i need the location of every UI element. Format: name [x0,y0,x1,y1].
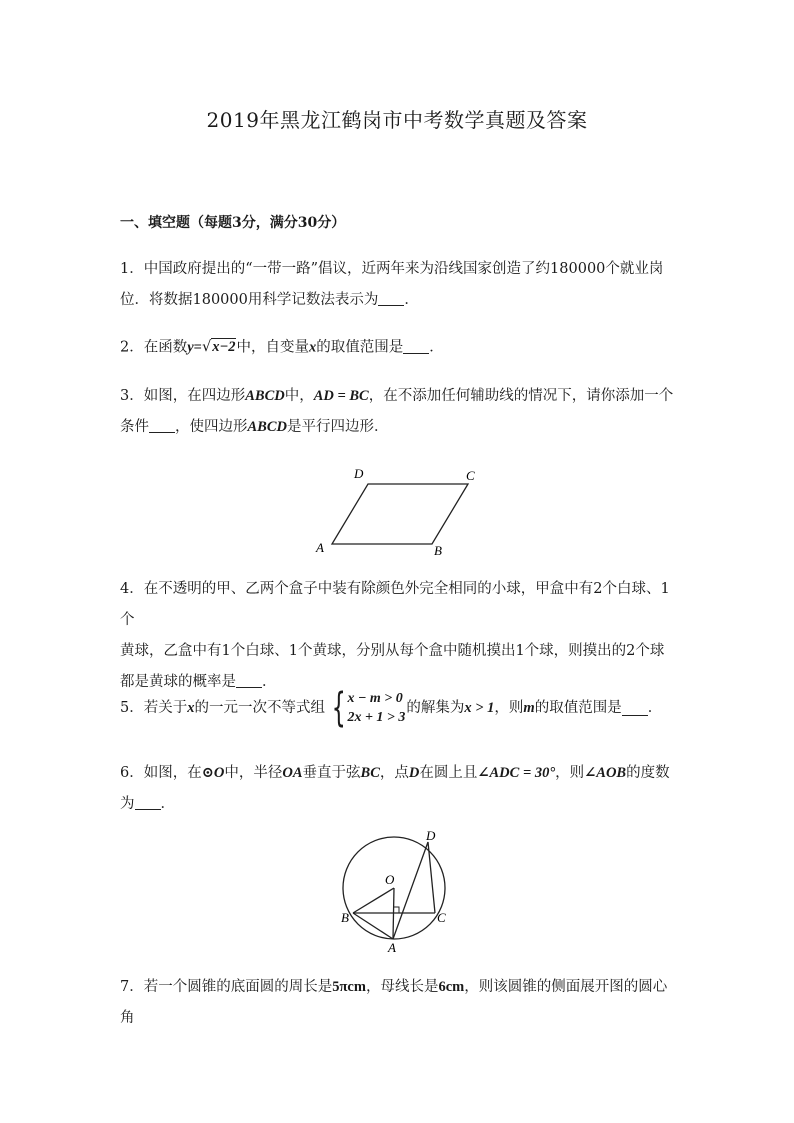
question-6-text: 垂直于弦 [302,765,361,781]
punctuation: ． [404,292,419,308]
question-2-text: 的取值范围是 [316,339,404,356]
question-4-text: 黄球，乙盒中有1个白球、1个黄球，分别从每个盒中随机摸出1个球，则摸出的2个球 [120,643,665,659]
question-1-number: 1． [120,261,144,277]
question-6-number: 6． [120,765,144,781]
question-3-text: 中， [284,388,314,404]
question-7-number: 7． [120,979,144,995]
label-b: B [341,910,349,925]
question-6-text: 在圆上且 [419,765,478,781]
inequality-row-2: 2x + 1 > 3 [347,710,406,725]
question-7-text: ，则该圆锥的侧面展开图的圆心角 [120,979,668,1026]
radicand: x−2 [212,339,236,355]
answer-blank[interactable] [378,291,404,306]
label-o: O [385,872,395,887]
segment-ad [393,842,428,939]
punctuation: ． [262,674,277,690]
math-angle-adc: ∠ADC = 30° [477,765,556,781]
question-3-text: ，使四边形 [175,419,248,435]
math-angle-aob: ∠AOB [584,765,627,781]
question-1-line-2 [120,285,676,316]
math-x: x [187,700,195,716]
question-6-text: ，点 [379,765,409,781]
question-3 [120,381,676,443]
question-1-text-2: 位．将数据180000用科学记数法表示为 [120,292,379,308]
math-condition: AD = BC [313,388,369,404]
question-1-line-1 [120,254,676,285]
radius-ob [353,888,394,913]
question-6-text: 中，半径 [224,765,283,781]
label-d: D [354,466,364,481]
question-2 [120,332,676,364]
question-7 [120,972,676,1034]
page-title: 2019年黑龙江鹤岗市中考数学真题及答案 [206,108,588,132]
math-abcd: ABCD [245,388,285,404]
circle-figure [336,828,460,958]
parallelogram-shape [332,484,468,544]
math-solution: x > 1 [464,700,495,716]
question-6-text: 为 [120,796,135,812]
question-4-number: 4． [120,581,144,597]
square-root: √x−2 [201,339,236,355]
label-a: A [316,540,324,555]
answer-blank[interactable] [236,673,262,688]
question-6-line-2 [120,789,676,820]
label-b: B [434,543,442,558]
question-3-number: 3． [120,388,144,404]
math-d: D [408,765,420,781]
question-4-text: 在不透明的甲、乙两个盒子中装有除颜色外完全相同的小球，甲盒中有2个白球、1个 [120,581,670,628]
answer-blank[interactable] [149,418,175,433]
question-6 [120,758,676,820]
question-1 [120,254,676,316]
question-3-text: 条件 [120,419,149,435]
parallelogram-figure [310,460,490,560]
question-4-line-1 [120,574,676,636]
punctuation: ． [647,700,663,716]
question-5-text: 的取值范围是 [534,700,622,716]
question-3-text: 如图，在四边形 [143,388,246,404]
answer-blank[interactable] [403,339,429,354]
answer-blank[interactable] [135,795,161,810]
question-5-number: 5． [120,700,144,716]
question-7-text: ，母线长是 [365,979,439,995]
question-3-text: 是平行四边形． [287,419,389,435]
math-o: O [213,765,225,781]
inequality-system [326,685,406,731]
question-3-line-1 [120,381,676,412]
inequality-rows [347,689,405,727]
label-a: A [388,940,396,955]
math-x: x [308,339,317,356]
question-5-text: ，则 [494,700,524,716]
question-4 [120,574,676,698]
question-6-line-1 [120,758,676,789]
question-1-text-1: 中国政府提出的“一带一路”倡议，近两年来为沿线国家创造了约180000个就业岗 [143,261,664,277]
math-slant-height: 6cm [438,979,465,995]
math-abcd: ABCD [247,419,287,435]
question-2-text: 中，自变量 [236,339,309,356]
label-d: D [426,828,436,843]
question-6-text: 的度数 [626,765,670,781]
question-2-number: 2． [120,339,144,356]
label-c: C [466,468,475,483]
math-y: y [187,339,194,356]
question-4-text: 都是黄球的概率是 [120,674,236,690]
question-4-line-2 [120,636,676,667]
section-heading: 一、填空题（每题3分，满分30分） [120,215,346,231]
question-5-text: 的解集为 [406,700,465,716]
circle-symbol: ⊙ [201,765,214,781]
question-2-text: 在函数 [143,339,188,356]
left-brace: { [331,685,346,731]
question-5-text: 若关于 [143,700,188,716]
inequality-row-1: x − m > 0 [347,691,403,706]
math-oa: OA [282,765,303,781]
math-m: m [523,700,535,716]
answer-blank[interactable] [622,701,648,716]
math-circumference: 5πcm [332,979,366,995]
question-7-text: 若一个圆锥的底面圆的周长是 [143,979,333,995]
question-3-line-2 [120,412,676,443]
math-equals: = [193,339,202,356]
question-6-text: 如图，在 [143,765,202,781]
question-5 [120,685,676,731]
question-3-text: ，在不添加任何辅助线的情况下，请你添加一个 [368,388,674,404]
label-c: C [437,910,446,925]
punctuation: ． [429,339,444,356]
math-bc: BC [360,765,380,781]
question-5-text: 的一元一次不等式组 [194,700,325,716]
question-6-text: ，则 [555,765,585,781]
punctuation: ． [160,796,175,812]
